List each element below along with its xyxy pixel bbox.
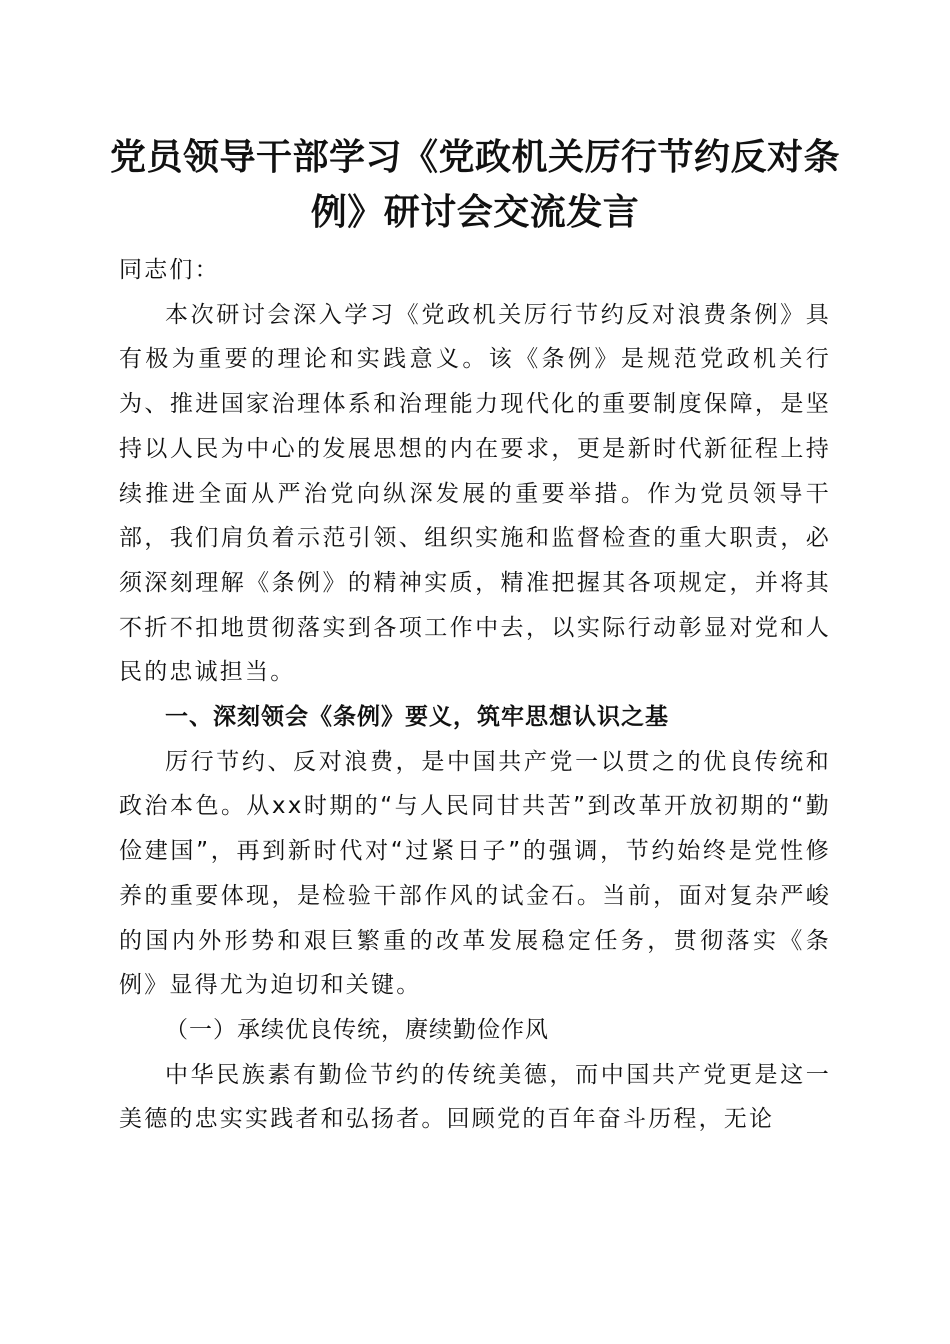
subsection-heading-1: （一）承续优良传统，赓续勤俭作风 xyxy=(165,1016,549,1043)
salutation: 同志们： xyxy=(119,257,220,283)
document-title: 党员领导干部学习《党政机关厉行节约反对条例》研讨会交流发言 xyxy=(109,136,840,233)
section-heading-1: 一、深刻领会《条例》要义，筑牢思想认识之基 xyxy=(165,704,669,731)
document-body xyxy=(119,248,831,1142)
section-1-paragraph: 厉行节约、反对浪费，是中国共产党一以贯之的优良传统和政治本色。从xx时期的“与人民同甘共苦”到改革开放初期的“勤俭建国”，再到新时代对“过紧日子”的强调，节约始终是党性修养的重要体现，是检验干部作风的试金石。当前，面对复杂严峻的国内外形势和艰巨繁重的改革发展稳定任务，贯彻落实《条例》显得尤为迫切和关键。 xyxy=(119,748,831,999)
intro-paragraph: 本次研讨会深入学习《党政机关厉行节约反对浪费条例》具有极为重要的理论和实践意义。该《条例》是规范党政机关行为、推进国家治理体系和治理能力现代化的重要制度保障，是坚持以人民为中心的发展思想的内在要求，更是新时代新征程上持续推进全面从严治党向纵深发展的重要举措。作为党员领导干部，我们肩负着示范引领、组织实施和监督检查的重大职责，必须深刻理解《条例》的精神实质，精准把握其各项规定，并将其不折不扣地贯彻落实到各项工作中去，以实际行动彰显对党和人民的忠诚担当。 xyxy=(119,301,831,686)
subsection-1-paragraph: 中华民族素有勤俭节约的传统美德，而中国共产党更是这一美德的忠实实践者和弘扬者。回顾党的百年奋斗历程，无论 xyxy=(119,1061,831,1133)
